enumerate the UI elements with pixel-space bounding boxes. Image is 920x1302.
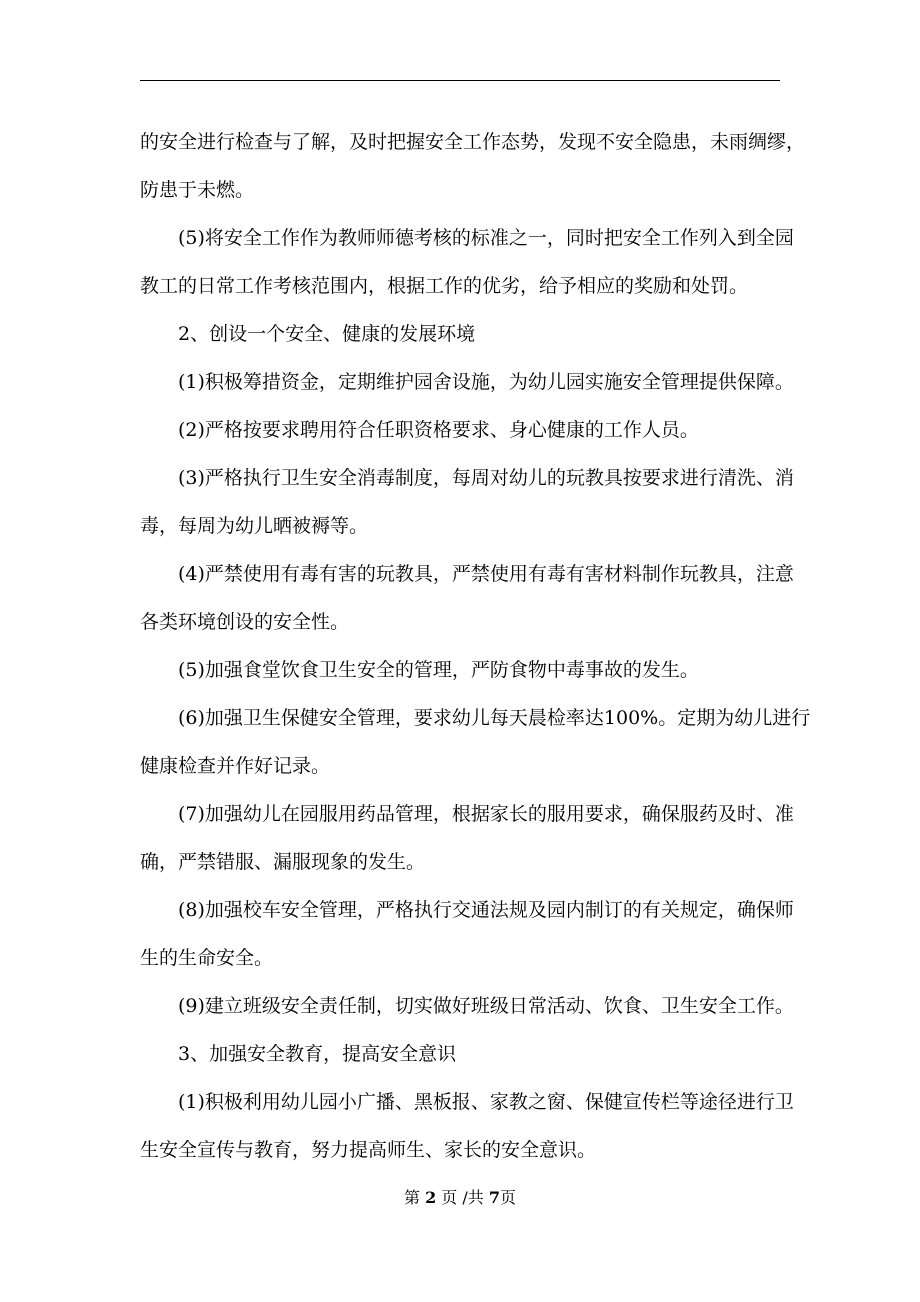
document-body <box>140 118 811 1174</box>
text-line: 确，严禁错服、漏服现象的发生。 <box>140 851 426 873</box>
text-line: (6)加强卫生保健安全管理，要求幼儿每天晨检率达100%。定期为幼儿进行 <box>178 707 811 729</box>
text-line: (8)加强校车安全管理，严格执行交通法规及园内制订的有关规定，确保师 <box>178 899 794 921</box>
text-line: 教工的日常工作考核范围内，根据工作的优劣，给予相应的奖励和处罚。 <box>140 275 749 297</box>
footer-suffix: 页 <box>500 1188 517 1207</box>
text-line: (7)加强幼儿在园服用药品管理，根据家长的服用要求，确保服药及时、准 <box>178 803 794 825</box>
text-line: 健康检查并作好记录。 <box>140 755 331 777</box>
text-line: (4)严禁使用有毒有害的玩教具，严禁使用有毒有害材料制作玩教具，注意 <box>178 563 794 585</box>
text-line: (5)将安全工作作为教师师德考核的标准之一，同时把安全工作列入到全园 <box>178 227 794 249</box>
text-line: 的安全进行检查与了解，及时把握安全工作态势，发现不安全隐患，未雨绸缪， <box>140 131 806 153</box>
footer-prefix: 第 <box>403 1188 426 1207</box>
text-line: 2、创设一个安全、健康的发展环境 <box>178 323 476 345</box>
text-line: 3、加强安全教育，提高安全意识 <box>178 1043 457 1065</box>
text-line: (9)建立班级安全责任制，切实做好班级日常活动、饮食、卫生安全工作。 <box>178 995 794 1017</box>
text-line: (5)加强食堂饮食卫生安全的管理，严防食物中毒事故的发生。 <box>178 659 699 681</box>
current-page-number: 2 <box>425 1188 437 1207</box>
text-line: 各类环境创设的安全性。 <box>140 611 350 633</box>
text-line: (2)严格按要求聘用符合任职资格要求、身心健康的工作人员。 <box>178 419 699 441</box>
text-line: 生安全宣传与教育，努力提高师生、家长的安全意识。 <box>140 1139 597 1161</box>
footer-middle: 页 /共 <box>436 1188 489 1207</box>
text-line: (3)严格执行卫生安全消毒制度，每周对幼儿的玩教具按要求进行清洗、消 <box>178 467 794 489</box>
text-line: (1)积极筹措资金，定期维护园舍设施，为幼儿园实施安全管理提供保障。 <box>178 371 794 393</box>
total-pages-number: 7 <box>488 1188 500 1207</box>
text-line: (1)积极利用幼儿园小广播、黑板报、家教之窗、保健宣传栏等途径进行卫 <box>178 1091 794 1113</box>
text-line: 毒，每周为幼儿晒被褥等。 <box>140 515 369 537</box>
header-rule <box>140 80 780 81</box>
text-line: 生的生命安全。 <box>140 947 274 969</box>
page-footer <box>0 1186 920 1210</box>
text-line: 防患于未燃。 <box>140 179 255 201</box>
